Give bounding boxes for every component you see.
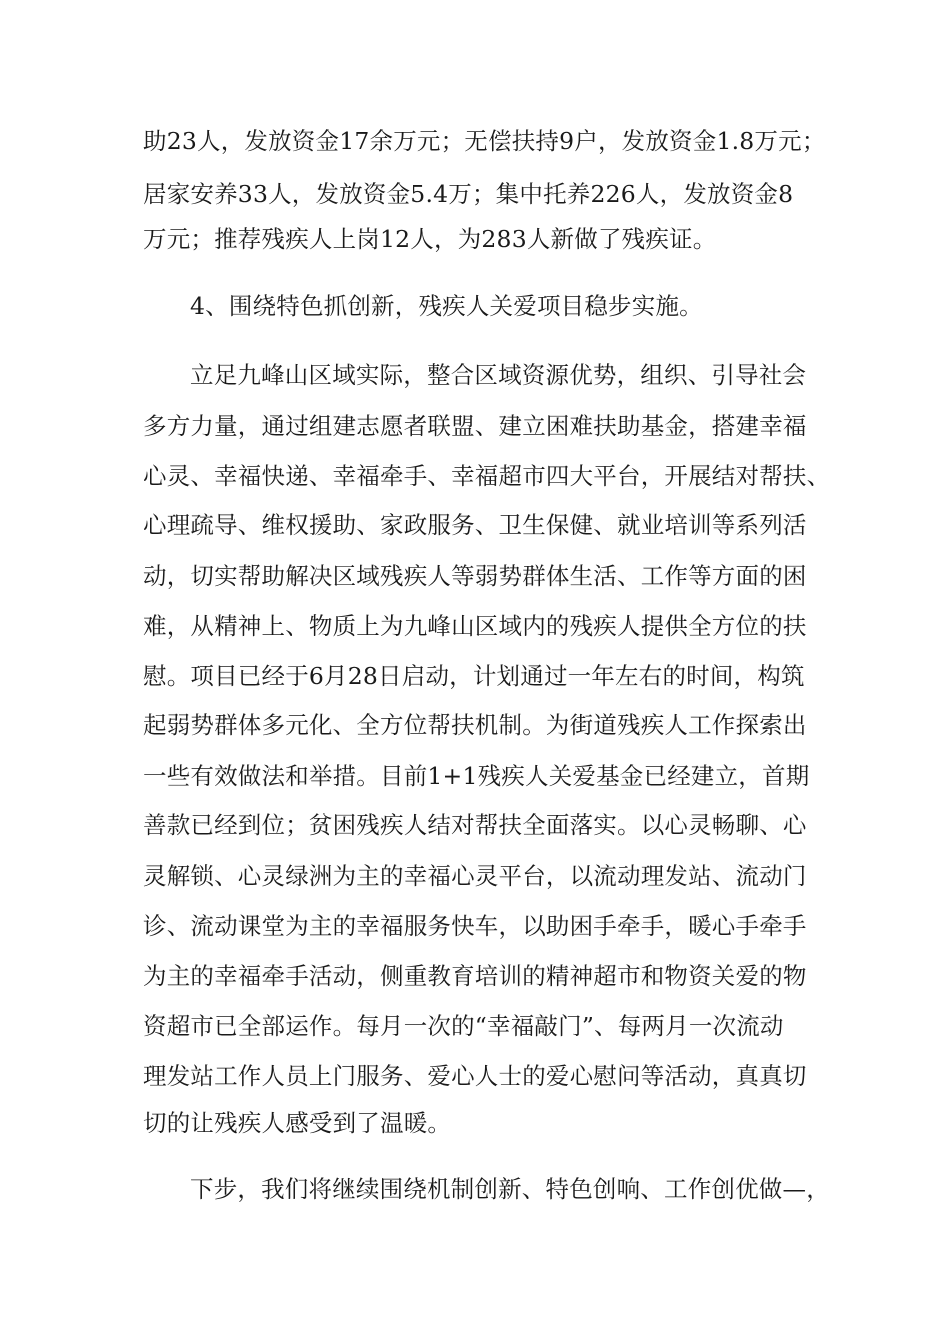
body-text-line: 一些有效做法和举措。目前1+1残疾人关爱基金已经建立，首期 bbox=[143, 762, 810, 790]
body-text-line: 心灵、幸福快递、幸福牵手、幸福超市四大平台，开展结对帮扶、 bbox=[143, 462, 831, 490]
body-text-line: 难，从精神上、物质上为九峰山区域内的残疾人提供全方位的扶 bbox=[143, 612, 807, 640]
body-text-line: 万元；推荐残疾人上岗12人，为283人新做了残疾证。 bbox=[143, 225, 717, 253]
body-text-line: 切的让残疾人感受到了温暖。 bbox=[143, 1109, 452, 1137]
body-text-line: 起弱势群体多元化、全方位帮扶机制。为街道残疾人工作探索出 bbox=[143, 711, 807, 739]
section-heading: 4、围绕特色抓创新，残疾人关爱项目稳步实施。 bbox=[190, 292, 703, 320]
body-text-line: 理发站工作人员上门服务、爱心人士的爱心慰问等活动，真真切 bbox=[143, 1062, 807, 1090]
paragraph-first-line: 立足九峰山区域实际，整合区域资源优势，组织、引导社会 bbox=[190, 361, 807, 389]
body-text-line: 助23人，发放资金17余万元；无偿扶持9户，发放资金1.8万元； bbox=[143, 127, 826, 155]
body-text-line: 诊、流动课堂为主的幸福服务快车，以助困手牵手，暖心手牵手 bbox=[143, 912, 807, 940]
paragraph-first-line: 下步，我们将继续围绕机制创新、特色创响、工作创优做—， bbox=[190, 1175, 830, 1203]
body-text-line: 慰。项目已经于6月28日启动，计划通过一年左右的时间，构筑 bbox=[143, 662, 805, 690]
body-text-line: 多方力量，通过组建志愿者联盟、建立困难扶助基金，搭建幸福 bbox=[143, 412, 807, 440]
body-text-line: 资超市已全部运作。每月一次的“幸福敲门”、每两月一次流动 bbox=[143, 1012, 784, 1040]
body-text-line: 为主的幸福牵手活动，侧重教育培训的精神超市和物资关爱的物 bbox=[143, 962, 807, 990]
body-text-line: 动，切实帮助解决区域残疾人等弱势群体生活、工作等方面的困 bbox=[143, 562, 807, 590]
body-text-line: 心理疏导、维权援助、家政服务、卫生保健、就业培训等系列活 bbox=[143, 511, 807, 539]
body-text-line: 善款已经到位；贫困残疾人结对帮扶全面落实。以心灵畅聊、心 bbox=[143, 811, 807, 839]
body-text-line: 居家安养33人，发放资金5.4万；集中托养226人，发放资金8 bbox=[143, 180, 794, 208]
body-text-line: 灵解锁、心灵绿洲为主的幸福心灵平台，以流动理发站、流动门 bbox=[143, 862, 807, 890]
